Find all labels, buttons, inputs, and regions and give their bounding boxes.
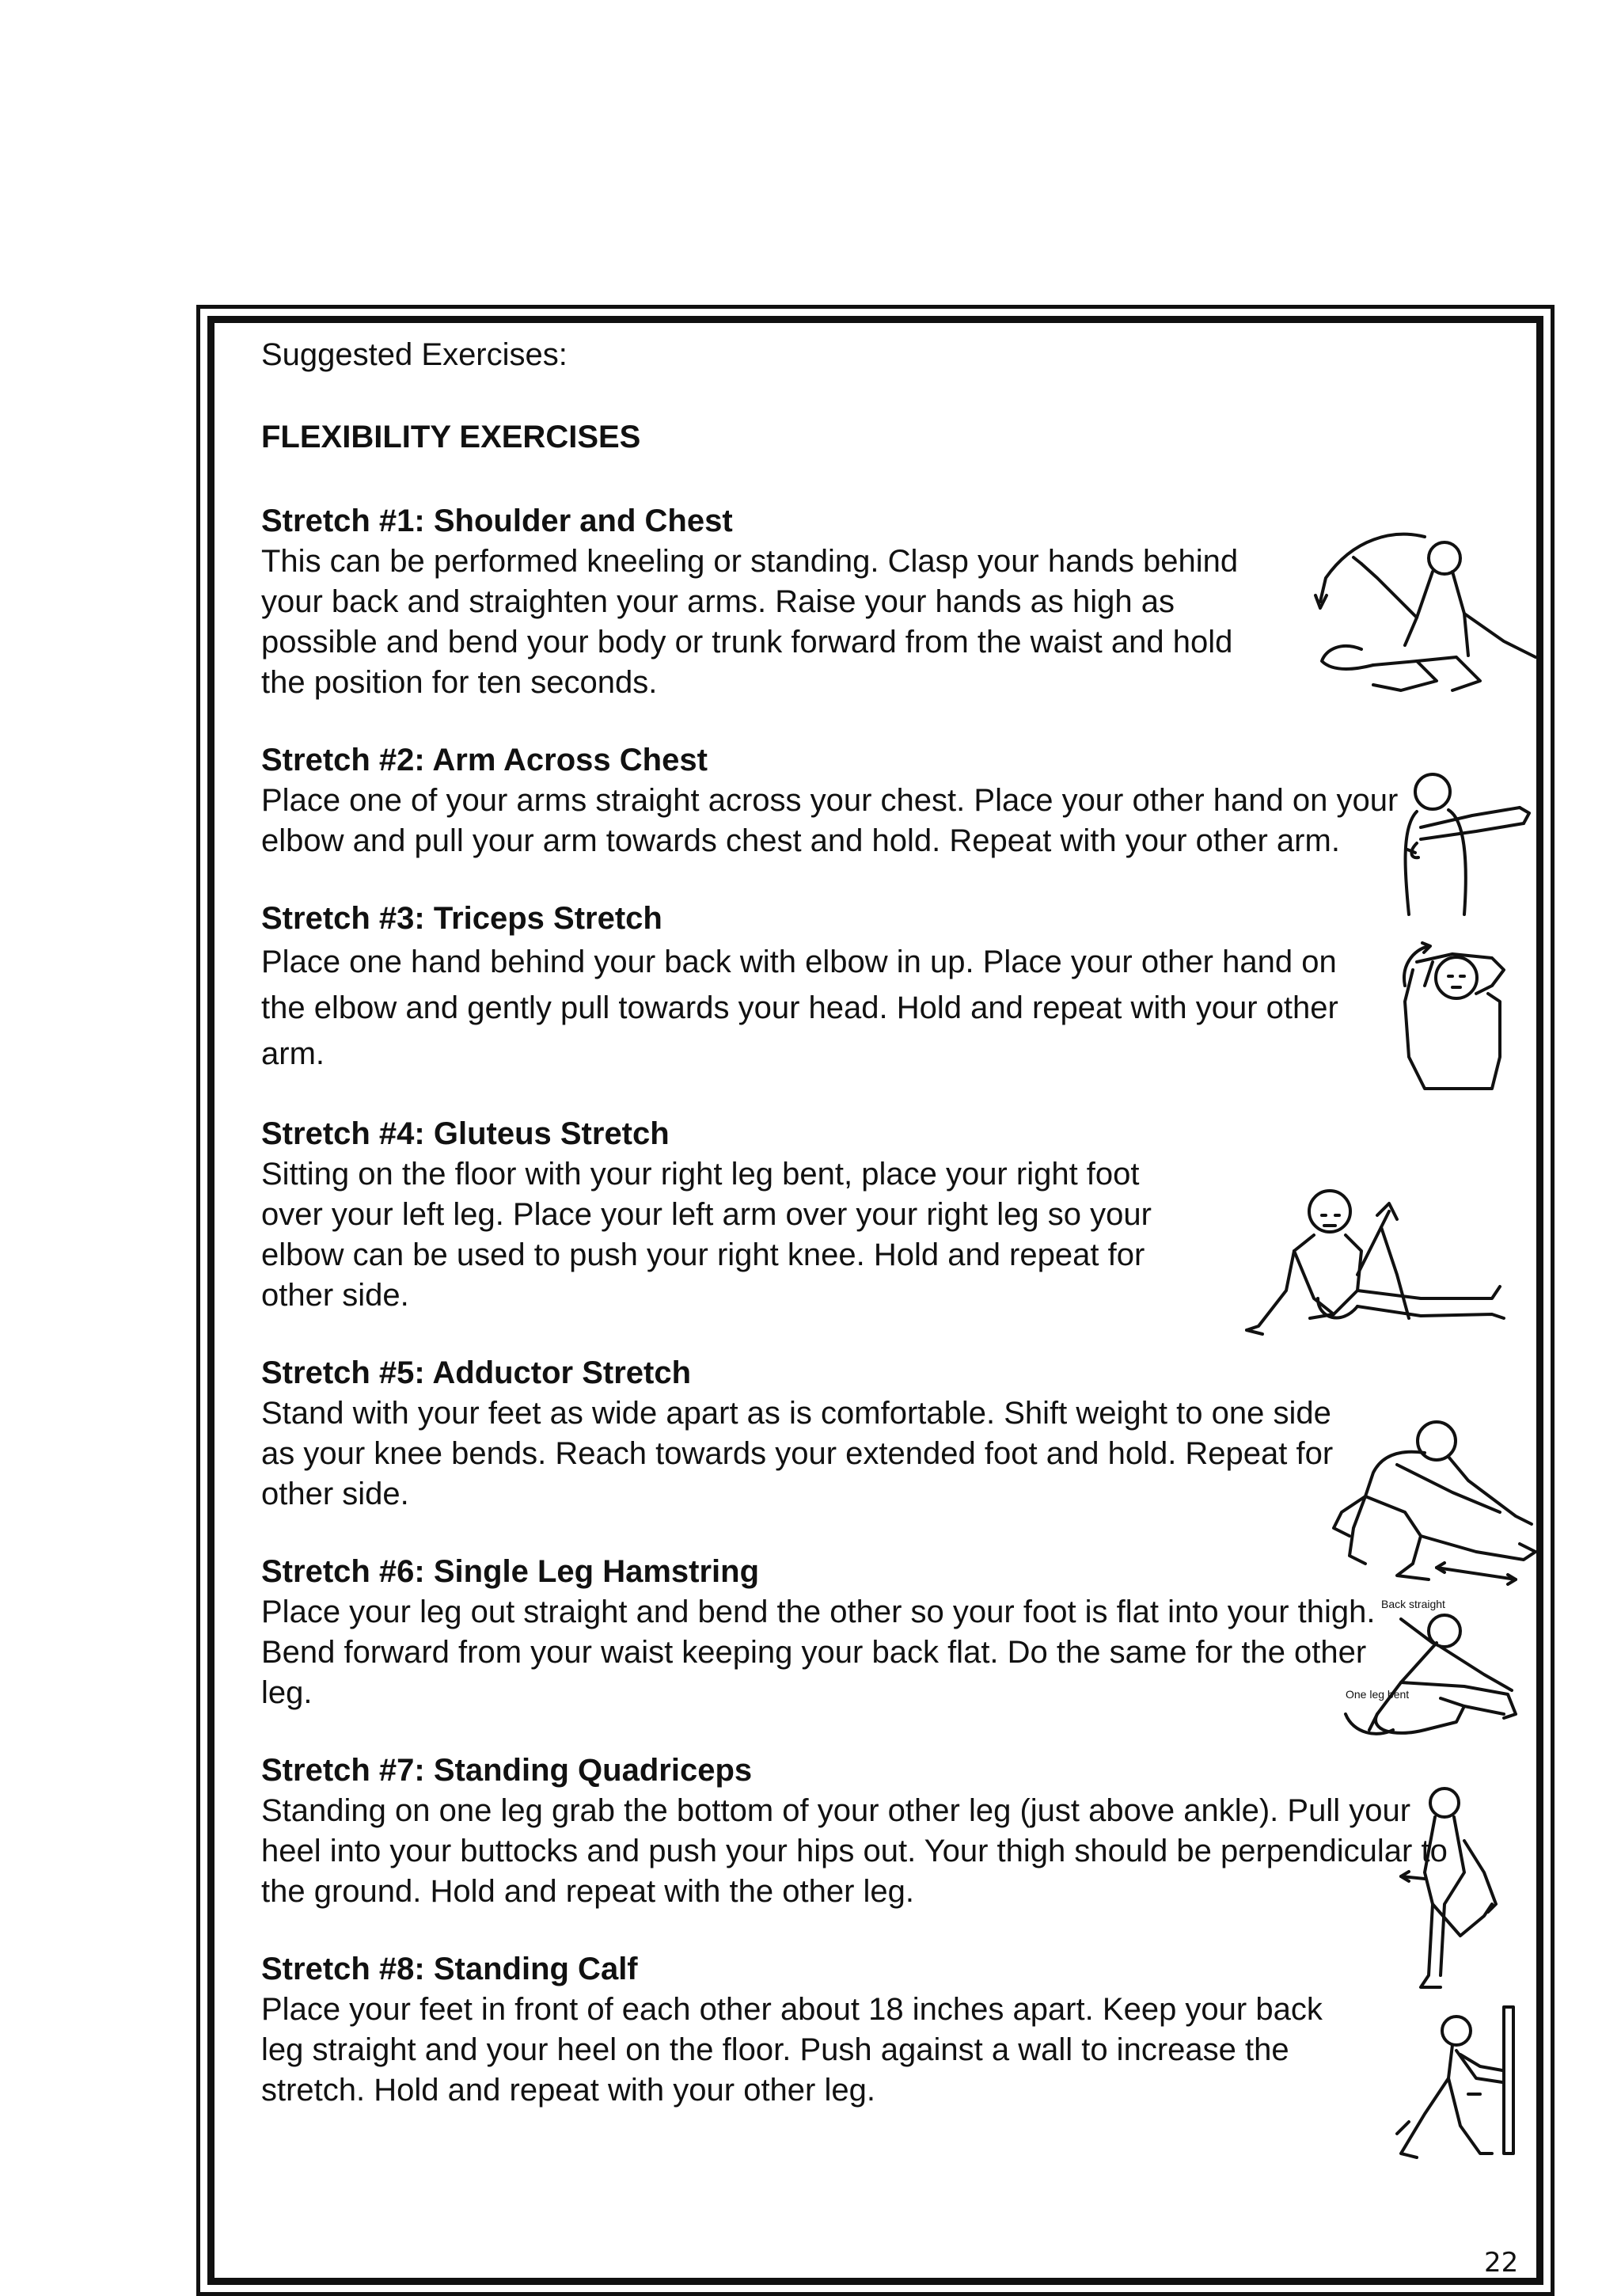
stretch-3-text: Place one hand behind your back with elbow in up. Place your other hand on the elbow and gently pull towards your head. Hold and repeat with your other arm.	[261, 945, 1338, 1071]
stretch-8-text: Place your feet in front of each other about 18 inches apart. Keep your back leg straight and your heel on the floor. Push against a wall to increase the stretch. Hold and repeat with your other leg.	[261, 1992, 1323, 2108]
section-title: FLEXIBILITY EXERCISES	[261, 420, 641, 454]
stretch-5	[261, 1352, 1409, 1515]
arm-across-chest-icon	[1385, 764, 1536, 922]
stretch-6-title: Stretch #6: Single Leg Hamstring	[261, 1554, 760, 1589]
stretch-6	[261, 1551, 1409, 1713]
intro-heading: Suggested Exercises:	[261, 337, 568, 372]
stretch-5-text: Stand with your feet as wide apart as is comfortable. Shift weight to one side as your knee bends. Reach towards your extended foot and hold. Repeat for other side.	[261, 1396, 1334, 1511]
seated-gluteus-stretch-icon	[1239, 1180, 1508, 1350]
stretch-5-title: Stretch #5: Adductor Stretch	[261, 1355, 692, 1390]
seated-hamstring-stretch-icon	[1346, 1595, 1520, 1738]
stretch-8	[261, 1948, 1409, 2111]
stretch-6-text: Place your leg out straight and bend the other so your foot is flat into your thigh. Bend forward from your waist keeping your back flat. Do the same for the other leg.	[261, 1595, 1376, 1710]
standing-quadriceps-stretch-icon	[1397, 1785, 1500, 1991]
stretch-7-title: Stretch #7: Standing Quadriceps	[261, 1753, 753, 1788]
stretch-2	[261, 739, 1409, 861]
adductor-lunge-stretch-icon	[1318, 1417, 1539, 1591]
label-one-leg-bent: One leg bent	[1346, 1688, 1410, 1701]
stretch-8-title: Stretch #8: Standing Calf	[261, 1952, 638, 1986]
triceps-stretch-icon	[1381, 938, 1532, 1097]
stretch-7	[261, 1750, 1448, 1912]
stretch-2-text: Place one of your arms straight across your chest. Place your other hand on your elbow and pull your arm towards chest and hold. Repeat with your other arm.	[261, 783, 1399, 858]
stretch-1-text: This can be performed kneeling or standing. Clasp your hands behind your back and straighten your arms. Raise your hands as high as possible and bend your body or trunk forward from the waist and hold the position for ten seconds.	[261, 544, 1239, 700]
stretch-2-title: Stretch #2: Arm Across Chest	[261, 743, 708, 777]
label-back-straight: Back straight	[1381, 1598, 1445, 1610]
stretch-3-title: Stretch #3: Triceps Stretch	[261, 901, 662, 936]
stretch-1-title: Stretch #1: Shoulder and Chest	[261, 504, 733, 538]
stretch-4	[261, 1113, 1409, 1316]
stretch-3	[261, 898, 1409, 1077]
wall-calf-stretch-icon	[1393, 2007, 1520, 2165]
stretch-7-text: Standing on one leg grab the bottom of your other leg (just above ankle). Pull your heel into your buttocks and push your hips out. Your thigh should be perpendicular to the ground. Hold and repeat with the other leg.	[261, 1793, 1448, 1909]
stretch-4-title: Stretch #4: Gluteus Stretch	[261, 1116, 670, 1151]
kneeling-shoulder-chest-stretch-icon	[1298, 523, 1551, 705]
stretch-1	[261, 500, 1409, 703]
page-number: 22	[1484, 2247, 1519, 2279]
stretch-4-text: Sitting on the floor with your right leg bent, place your right foot over your left leg. Place your left arm over your right leg so your elbow can be used to push your right knee. Hold and repeat for other side.	[261, 1157, 1152, 1313]
